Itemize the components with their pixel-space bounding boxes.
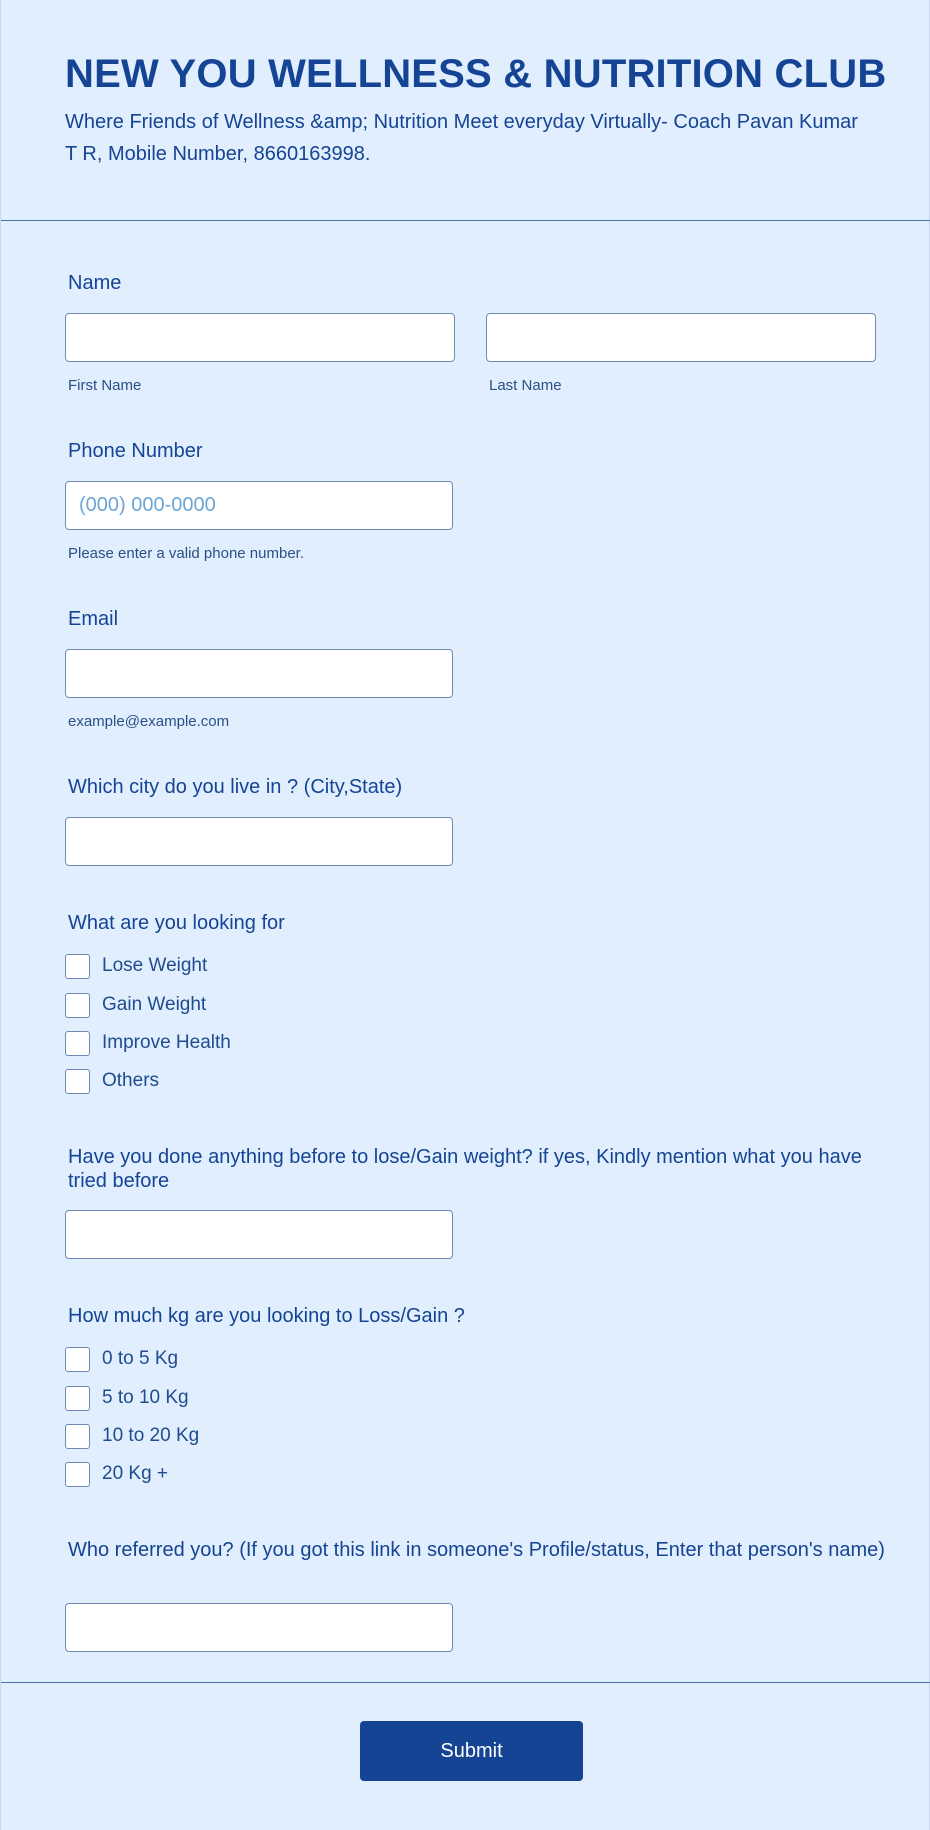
checkbox[interactable] [65, 1424, 90, 1449]
first-name-sublabel: First Name [68, 377, 142, 394]
email-sublabel: example@example.com [68, 713, 230, 730]
checkbox-label: 5 to 10 Kg [102, 1387, 189, 1408]
kg-goal-option[interactable] [65, 1461, 168, 1487]
email-input[interactable] [65, 649, 453, 698]
checkbox-label: Improve Health [102, 1032, 231, 1053]
checkbox-label: Others [102, 1070, 160, 1091]
last-name-input[interactable] [486, 313, 876, 362]
checkbox[interactable] [65, 954, 90, 979]
checkbox-label: Lose Weight [102, 955, 208, 976]
looking-for-option[interactable] [65, 1068, 159, 1094]
checkbox-label: 10 to 20 Kg [102, 1425, 200, 1446]
email-label: Email [68, 608, 119, 630]
looking-for-option[interactable] [65, 992, 206, 1018]
checkbox[interactable] [65, 1347, 90, 1372]
checkbox[interactable] [65, 993, 90, 1018]
checkbox[interactable] [65, 1031, 90, 1056]
form-subtitle: Where Friends of Wellness &amp; Nutrition Meet everyday Virtually- Coach Pavan Kumar T R, Mobile Number, 8660163998. [65, 111, 858, 165]
phone-sublabel: Please enter a valid phone number. [68, 545, 304, 562]
checkbox[interactable] [65, 1462, 90, 1487]
form-header [1, 0, 930, 221]
tried-before-label: Have you done anything before to lose/Gain weight? if yes, Kindly mention what you have tried before [68, 1146, 862, 1192]
checkbox-label: 0 to 5 Kg [102, 1348, 179, 1369]
kg-goal-option[interactable] [65, 1385, 189, 1411]
city-input[interactable] [65, 817, 453, 866]
phone-input[interactable] [65, 481, 453, 530]
tried-before-input[interactable] [65, 1210, 453, 1259]
first-name-input[interactable] [65, 313, 455, 362]
submit-button[interactable]: Submit [360, 1721, 583, 1781]
kg-goal-option[interactable] [65, 1423, 199, 1449]
referred-by-input[interactable] [65, 1603, 453, 1652]
last-name-sublabel: Last Name [489, 377, 562, 394]
checkbox-label: Gain Weight [102, 994, 207, 1015]
looking-for-label: What are you looking for [68, 912, 285, 934]
checkbox[interactable] [65, 1069, 90, 1094]
checkbox-label: 20 Kg + [102, 1463, 169, 1484]
footer-divider [1, 1682, 930, 1683]
kg-goal-option[interactable] [65, 1346, 178, 1372]
name-label: Name [68, 272, 122, 294]
kg-goal-label: How much kg are you looking to Loss/Gain ? [68, 1305, 465, 1327]
looking-for-option[interactable] [65, 1030, 231, 1056]
checkbox[interactable] [65, 1386, 90, 1411]
phone-label: Phone Number [68, 440, 203, 462]
referred-by-label: Who referred you? (If you got this link in someone's Profile/status, Enter that person's name) [68, 1539, 885, 1561]
looking-for-option[interactable] [65, 953, 207, 979]
city-label: Which city do you live in ? (City,State) [68, 776, 403, 798]
form-title: NEW YOU WELLNESS & NUTRITION CLUB [65, 52, 887, 96]
